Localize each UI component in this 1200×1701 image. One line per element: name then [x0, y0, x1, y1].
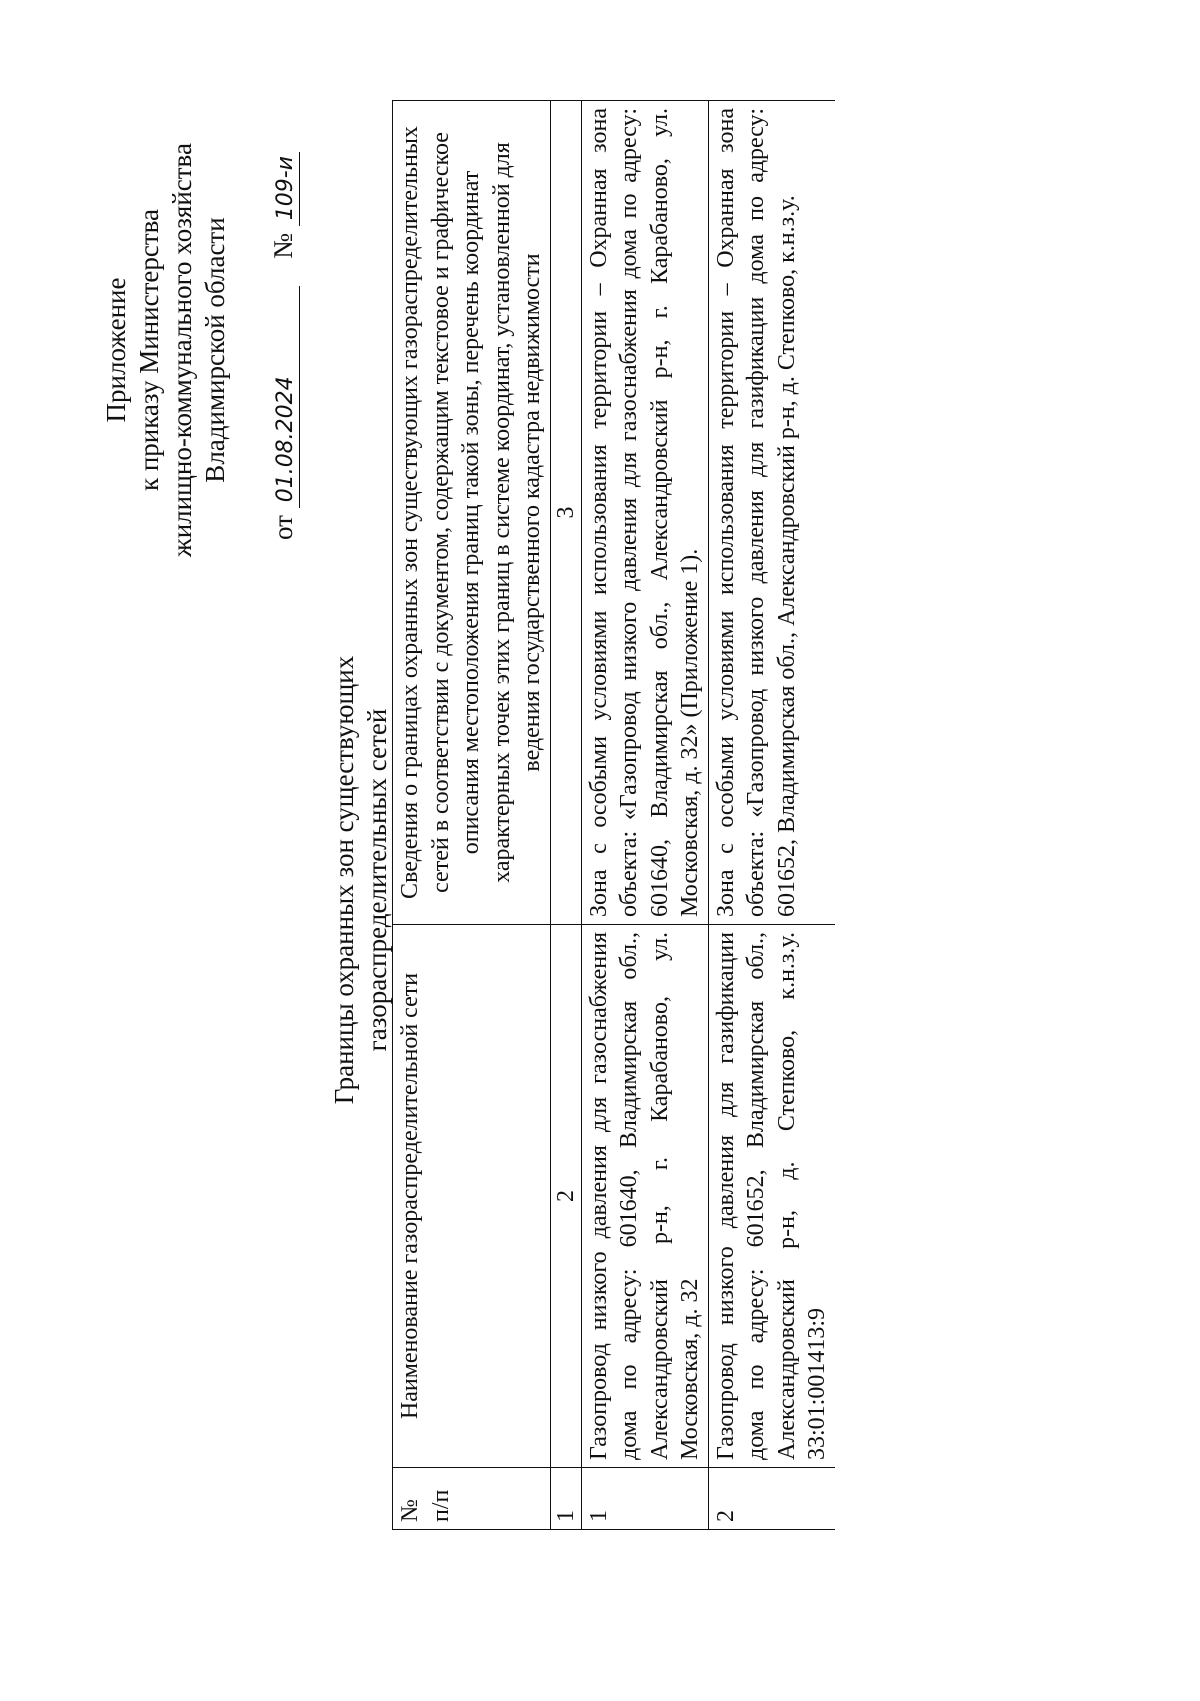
row-number: 2 — [708, 1468, 835, 1530]
row-number: 1 — [581, 1468, 708, 1530]
appendix-line: к приказу Министерства — [134, 208, 164, 492]
appendix-line: жилищно-коммунального хозяйства — [167, 143, 197, 557]
rotated-page — [0, 80, 1100, 1640]
header-zone-info: Сведения о границах охранных зон существующих газораспределительных сетей в соответствии с документом, содержащим текстовое и графическое описания местоположения границ такой зоны, перечень координат характерных точек этих границ в системе координат, установленной для ведения государственного кадастра недвижимости — [393, 101, 551, 925]
row-network-name: Газопровод низкого давления для газификации дома по адресу: 601652, Владимирская обл., Александровский р-н, д. Степково, к.н.з.у. 33:01:001413:9 — [708, 925, 835, 1468]
protection-zones-table — [392, 100, 835, 1530]
header-network-name: Наименование газораспределительной сети — [393, 925, 551, 1468]
row-network-name: Газопровод низкого давления для газоснабжения дома по адресу: 601640, Владимирская обл., Александровский р-н, г. Карабаново, ул. Московская, д. 32 — [581, 925, 708, 1468]
column-number: 2 — [550, 925, 581, 1468]
appendix-line: Владимирской области — [200, 217, 230, 483]
order-date: 01.08.2024 — [273, 286, 300, 508]
table-row — [581, 101, 708, 1530]
from-prefix: от — [268, 515, 298, 540]
number-prefix: № — [268, 233, 298, 259]
row-zone-info: Зона с особыми условиями использования территории – Охранная зона объекта: «Газопровод низкого давления для газификации дома по адресу: 601652, Владимирская обл., Александровский р-н, д. Степково, к.н.з.у. — [708, 101, 835, 925]
column-number: 3 — [550, 101, 581, 925]
table-row — [708, 101, 835, 1530]
column-number: 1 — [550, 1468, 581, 1530]
row-zone-info: Зона с особыми условиями использования территории – Охранная зона объекта: «Газопровод низкого давления для газоснабжения дома по адресу: 601640, Владимирская обл., Александровский р-н, г. Карабаново, ул. Московская, д. 32» (Приложение 1). — [581, 101, 708, 925]
header-number: № п/п — [393, 1468, 551, 1530]
title-line: газораспределительных сетей — [362, 708, 392, 1052]
order-date-number — [268, 120, 300, 540]
title-line: Границы охранных зон существующих — [329, 655, 359, 1105]
order-number: 109-и — [273, 152, 300, 226]
column-number-row — [550, 101, 581, 1530]
document-title — [328, 280, 394, 1480]
table-header-row — [393, 101, 551, 1530]
appendix-note — [100, 140, 232, 560]
appendix-line: Приложение — [101, 277, 131, 423]
